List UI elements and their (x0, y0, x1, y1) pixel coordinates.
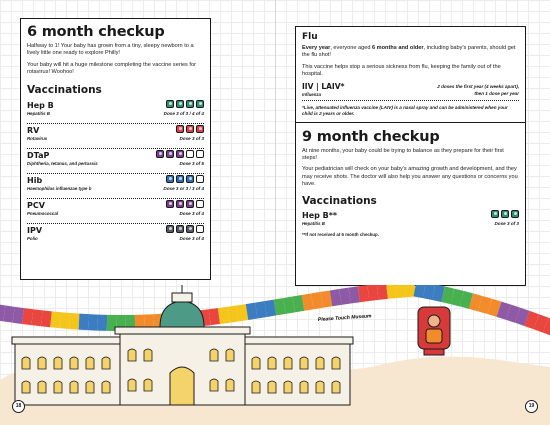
dose-count: Dose 3 of 5 (179, 160, 204, 166)
vaccine-row-hep-b (302, 209, 519, 231)
path-segment (219, 315, 228, 316)
path-segment (462, 299, 471, 301)
footnote: **If not received at 6 month checkup. (302, 231, 379, 237)
vaccine-fullname: Pneumococcal (27, 210, 58, 216)
dose-box-filled (186, 175, 194, 183)
window (38, 381, 46, 393)
path-segment (331, 297, 340, 298)
dose-box-filled (491, 210, 499, 218)
dose-box-filled (186, 100, 194, 108)
vaccine-row (27, 124, 204, 149)
dose-box-filled (196, 125, 204, 133)
path-segment (406, 289, 415, 290)
dose-boxes (176, 125, 204, 133)
window (22, 381, 30, 393)
vaccine-name: DTaP (27, 150, 50, 160)
right-card (295, 26, 526, 286)
vaccine-fullname: Hepatitis B (302, 220, 325, 226)
museum-scene (0, 285, 550, 425)
path-segment (210, 316, 219, 317)
path-segment (79, 322, 88, 323)
path-segment (434, 292, 443, 294)
dose-box-filled (156, 150, 164, 158)
vaccine-row (27, 224, 204, 248)
path-segment (378, 291, 387, 292)
flu-vaccine-name: IIV | LAIV* (302, 81, 345, 91)
dose-box-filled (501, 210, 509, 218)
path-segment (490, 306, 499, 309)
path-segment (14, 315, 23, 316)
flu-section (296, 27, 525, 123)
window (332, 381, 340, 393)
page-title: 9 month checkup (302, 128, 440, 145)
vaccine-row (27, 149, 204, 174)
vaccine-row (27, 99, 204, 124)
window (268, 381, 276, 393)
flu-vaccine-sub: Influenza (302, 91, 322, 97)
page-title: 6 month checkup (27, 24, 165, 40)
dose-box-empty (196, 225, 204, 233)
dose-boxes (166, 225, 204, 233)
dose-box-filled (176, 175, 184, 183)
six-month-card (20, 18, 211, 280)
dose-box-filled (176, 125, 184, 133)
path-segment (294, 303, 303, 305)
dose-box-filled (166, 200, 174, 208)
window (332, 357, 340, 369)
dose-box-filled (186, 200, 194, 208)
dose-box-filled (176, 225, 184, 233)
path-segment (471, 301, 480, 304)
vaccine-name: IPV (27, 225, 43, 235)
path-segment (359, 293, 368, 294)
dose-count: Dose 3 of 4 (179, 210, 204, 216)
window (128, 349, 136, 361)
flu-title: Flu (302, 32, 318, 42)
vaccine-list (27, 99, 204, 248)
window (144, 349, 152, 361)
window (300, 381, 308, 393)
path-segment (322, 298, 331, 299)
dose-boxes (166, 100, 204, 108)
path-segment (0, 312, 4, 313)
path-segment (350, 294, 359, 295)
vaccine-name: RV (27, 125, 40, 135)
window (316, 357, 324, 369)
window (252, 381, 260, 393)
vaccine-row (27, 174, 204, 199)
museum-label: Please Touch Museum (317, 313, 372, 323)
window (210, 379, 218, 391)
dose-box-empty (196, 175, 204, 183)
path-segment (303, 301, 312, 303)
path-segment (70, 321, 79, 322)
dose-boxes (491, 210, 519, 218)
window (284, 357, 292, 369)
path-segment (508, 312, 517, 315)
window (128, 379, 136, 391)
window (54, 381, 62, 393)
window (226, 379, 234, 391)
path-segment (340, 296, 349, 297)
path-segment (284, 304, 293, 306)
dose-box-filled (166, 175, 174, 183)
path-segment (42, 318, 51, 319)
window (144, 379, 152, 391)
path-segment (368, 292, 377, 293)
path-segment (443, 294, 452, 296)
dose-count: Dose 3 of 3 / 4 of 4 (163, 110, 204, 116)
page-number: 19 (525, 400, 538, 413)
vaccine-name: Hep B (27, 100, 54, 110)
path-segment (499, 309, 508, 312)
window (70, 381, 78, 393)
window (316, 381, 324, 393)
path-segment (424, 290, 433, 292)
dose-boxes (156, 150, 204, 158)
flu-lead: Every year (302, 45, 331, 51)
window (284, 381, 292, 393)
page-number: 18 (12, 400, 25, 413)
path-segment (536, 322, 545, 325)
path-segment (452, 296, 461, 298)
dose-box-filled (166, 100, 174, 108)
path-segment (546, 325, 550, 328)
dose-count: Dose 3 of 4 (179, 235, 204, 241)
path-segment (480, 304, 489, 307)
flu-paragraph (302, 45, 519, 60)
vaccine-fullname: Rotavirus (27, 135, 48, 141)
window (70, 357, 78, 369)
dose-count: Dose 3 or 3 / 3 of 4 (163, 185, 204, 191)
window (210, 349, 218, 361)
path-segment (266, 308, 275, 310)
vaccine-fullname: Diphtheria, tetanus, and pertussis (27, 160, 98, 166)
window (38, 357, 46, 369)
section-heading: Vaccinations (302, 194, 377, 207)
window (22, 357, 30, 369)
window (226, 349, 234, 361)
vaccine-fullname: Hepatitis B (27, 110, 50, 116)
window (86, 357, 94, 369)
dose-count: Dose 3 of 3 (494, 220, 519, 226)
window (102, 381, 110, 393)
vaccine-row (27, 199, 204, 224)
path-segment (4, 313, 13, 314)
path-segment (275, 306, 284, 308)
toy-car-seat (418, 307, 450, 355)
path-segment (396, 289, 405, 290)
vaccine-fullname: Polio (27, 235, 38, 241)
path-segment (387, 290, 396, 291)
path-segment (60, 320, 69, 321)
dose-box-empty (196, 200, 204, 208)
dose-box-empty (186, 150, 194, 158)
vaccine-name: Hep B** (302, 210, 338, 220)
dose-box-filled (196, 100, 204, 108)
flu-vaccine-row (302, 82, 519, 101)
dose-count: Dose 3 of 3 (179, 135, 204, 141)
section-heading: Vaccinations (27, 83, 102, 96)
intro-text: Halfway to 1! Your baby has grown from a tiny, sleepy newborn to a lively little one ready to explore Philly! (27, 43, 194, 57)
flu-age: 6 months and older (371, 45, 424, 51)
path-segment (527, 318, 536, 321)
intro-text-2: Your baby will hit a huge milestone completing the vaccine series for rotavirus! Woohoo! (27, 61, 196, 76)
dose-box-filled (511, 210, 519, 218)
dose-boxes (166, 200, 204, 208)
path-segment (228, 313, 237, 314)
dose-box-filled (176, 150, 184, 158)
window (54, 357, 62, 369)
dose-box-filled (186, 125, 194, 133)
flu-text-1: , everyone aged (330, 45, 372, 51)
dose-box-filled (186, 225, 194, 233)
dose-box-filled (176, 200, 184, 208)
flu-paragraph-2: This vaccine helps stop a serious sickness from flu, keeping the family out of the hospital. (302, 63, 501, 78)
path-segment (312, 300, 321, 302)
window (252, 357, 260, 369)
window (86, 381, 94, 393)
vaccine-name: PCV (27, 200, 45, 210)
path-segment (51, 319, 60, 320)
flu-text-2: , including baby's parents, should get the flu shot! (302, 45, 516, 59)
window (268, 357, 276, 369)
dose-boxes (166, 175, 204, 183)
window (300, 357, 308, 369)
path-segment (23, 316, 32, 317)
path-segment (518, 315, 527, 318)
path-segment (247, 311, 256, 312)
dose-box-filled (176, 100, 184, 108)
window (102, 357, 110, 369)
dose-box-filled (166, 150, 174, 158)
intro-text-2: Your pediatrician will check on your baby's amazing growth and development, and they may receive shots. The doctor will also help you answer any questions or concerns you have. (302, 166, 518, 188)
intro-text: At nine months, your baby could be trying to balance as they prepare for their first steps! (302, 147, 504, 162)
flu-dose-1: 2 doses the first year (4 weeks apart), (437, 83, 519, 89)
path-segment (32, 317, 41, 318)
rainbow-path (0, 289, 550, 329)
path-segment (415, 289, 424, 291)
path-segment (238, 312, 247, 313)
vaccine-name: Hib (27, 175, 43, 185)
dose-box-empty (196, 150, 204, 158)
flu-note: *Live, attenuated influenza vaccine (LAIV) is a nasal spray and can be administered when your child is 2 years or older. (302, 104, 508, 116)
flu-dose-2: then 1 dose per year (474, 90, 519, 96)
vaccine-fullname: Haemophilus influenzae type b (27, 185, 92, 191)
dose-box-filled (166, 225, 174, 233)
path-segment (256, 309, 265, 311)
